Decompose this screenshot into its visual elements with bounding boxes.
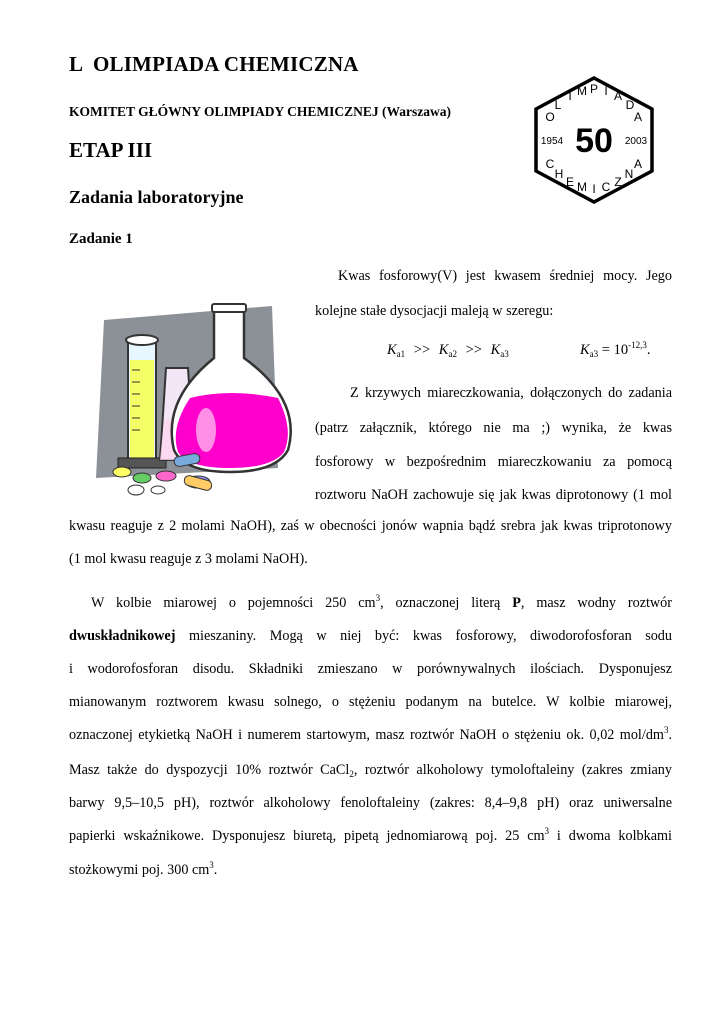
intro-line-2: kolejne stałe dysocjacji maleją w szeregu:	[315, 303, 554, 319]
intro-line-7: kwasu reaguje z 2 molami NaOH), zaś w obecności jonów wapnia bądź srebra jak kwas triprotonowy	[69, 518, 672, 534]
body-line-8: papierki wskaźnikowe. Dysponujesz biuretą, pipetą jednomiarową poj. 25 $cm^3$ i dwoma kolbkami	[69, 826, 672, 844]
logo-letter: A	[633, 157, 643, 171]
intro-line-1: Kwas fosforowy(V) jest kwasem średniej mocy. Jego	[338, 268, 672, 284]
logo-letter: A	[613, 89, 623, 103]
task-heading: Zadanie 1	[69, 231, 133, 247]
body-line-6: Masz także do dyspozycji 10% roztwór CaCl$_2$, roztwór alkoholowy tymoloftaleiny (zakres zmiany	[69, 762, 672, 779]
body-line-1: W kolbie miarowej o pojemności 250 $cm^3$, oznaczonej literą P, masz wodny roztwór	[91, 593, 672, 611]
intro-line-4: (patrz załącznik, którego nie ma ;) wynika, że kwas	[315, 420, 672, 436]
section-heading: Zadania laboratoryjne	[69, 187, 244, 207]
olympiad-logo	[532, 74, 656, 206]
body-line-4: mianowanym roztworem kwasu solnego, o stężeniu podanym na butelce. W kolbie miarowej,	[69, 694, 672, 710]
logo-year-end: 2003	[624, 136, 648, 147]
committee-subtitle: KOMITET GŁÓWNY OLIMPIADY CHEMICZNEJ (Warszawa)	[69, 104, 452, 119]
body-line-5: oznaczonej etykietką NaOH i numerem startowym, masz roztwór NaOH o stężeniu ok. 0,02 mol/$dm^3$.	[69, 725, 672, 743]
logo-letter: L	[554, 98, 562, 112]
logo-letter: I	[592, 182, 596, 196]
dissociation-constants-series: $K_{a1} >> K_{a2} >> K_{a3}$	[387, 342, 509, 359]
logo-letter: P	[589, 82, 599, 96]
logo-letter: M	[577, 84, 587, 98]
logo-letter: M	[577, 180, 587, 194]
logo-letter: O	[545, 110, 555, 124]
stage-heading: ETAP III	[69, 138, 153, 162]
body-line-2: dwuskładnikowej mieszaniny. Mogą w niej być: kwas fosforowy, diwodorofosforan sodu	[69, 628, 672, 644]
chemistry-glassware-illustration	[66, 300, 306, 500]
logo-number: 50	[575, 122, 613, 160]
body-line-7: barwy 9,5–10,5 pH), roztwór alkoholowy fenoloftaleiny (zakres: 8,4–9,8 pH) oraz uniwersalne	[69, 795, 672, 811]
logo-letter: A	[633, 110, 643, 124]
logo-letter: I	[604, 84, 608, 98]
ka3-value: $K_{a3} = 10^{-12,3}$.	[580, 340, 651, 359]
cylinder-base	[118, 458, 166, 468]
intro-line-5: fosforowy w bezpośrednim miareczkowaniu za pomocą	[315, 454, 672, 470]
logo-year-start: 1954	[540, 136, 564, 147]
intro-line-3: Z krzywych miareczkowania, dołączonych do zadania	[350, 385, 672, 401]
intro-line-6: roztworu NaOH zachowuje się jak kwas diprotonowy (1 mol	[315, 487, 672, 503]
logo-letter: C	[545, 157, 555, 171]
cylinder-liquid	[130, 360, 154, 458]
logo-letter: C	[601, 180, 611, 194]
logo-letter: I	[568, 89, 572, 103]
intro-line-8: (1 mol kwasu reaguje z 3 molami NaOH).	[69, 551, 308, 567]
logo-letter: E	[565, 175, 575, 189]
logo-letter: H	[554, 167, 564, 181]
logo-letter: Z	[614, 175, 622, 189]
logo-letter: N	[624, 167, 634, 181]
body-line-3: i wodorofosforan disodu. Składniki zmieszano w porównywalnych ilościach. Dysponujesz	[69, 661, 672, 677]
logo-letter: D	[625, 98, 635, 112]
body-line-9: stożkowymi poj. 300 $cm^3$.	[69, 860, 218, 878]
page-title: L OLIMPIADA CHEMICZNA	[69, 52, 359, 76]
